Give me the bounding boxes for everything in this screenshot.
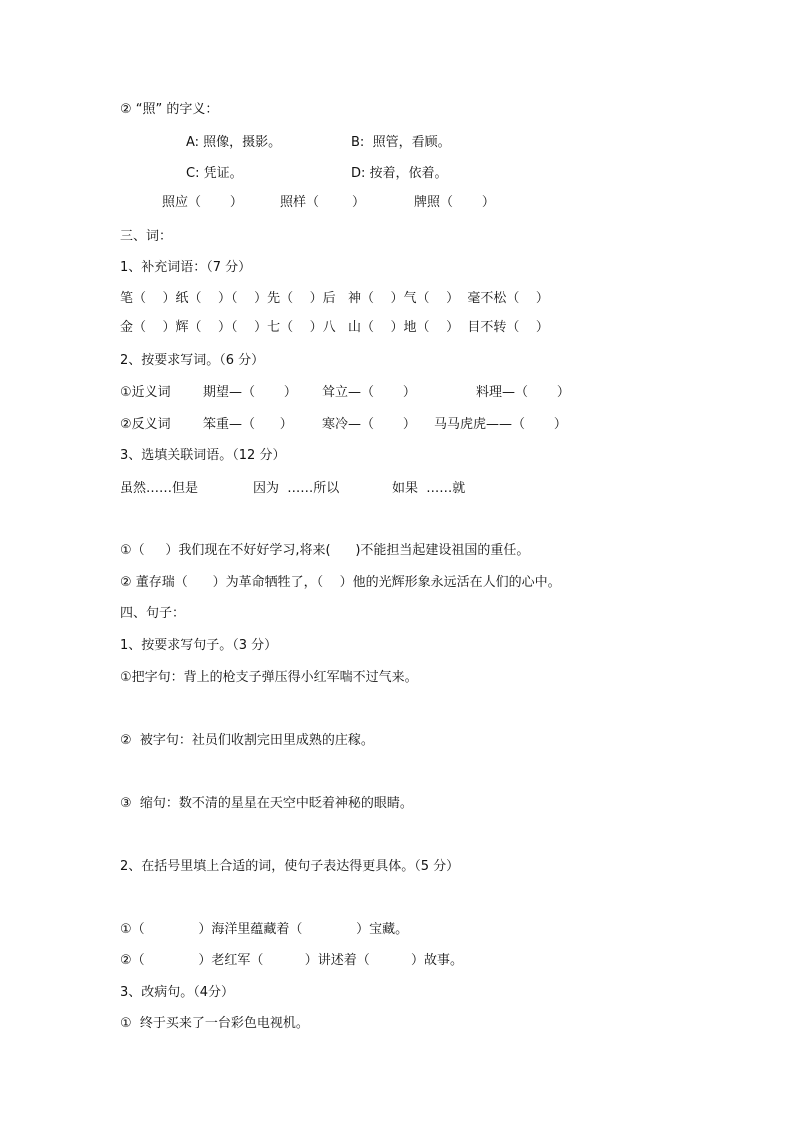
meaning-option-a: A: 照像，摄影。 [186, 135, 282, 150]
conjunction-option-1: 虽然……但是 [120, 481, 199, 496]
shorten-sentence: ③ 缩句：数不清的星星在天空中眨着神秘的眼睛。 [120, 796, 413, 811]
antonym-item-3: 马马虎虎——（ ） [434, 417, 567, 432]
faulty-sentence-1: ① 终于买来了一台彩色电视机。 [120, 1016, 309, 1031]
q3-3-title: 3、选填关联词语。（12 分） [120, 448, 286, 463]
conjunction-option-3: 如果 ……就 [392, 481, 466, 496]
antonym-item-1: 笨重—（ ） [203, 417, 293, 432]
meaning-option-c: C: 凭证。 [186, 166, 243, 181]
section-4-heading: 四、句子： [120, 606, 186, 621]
zhao-answer-1: 照应（ ） [162, 195, 243, 210]
q4-1-title: 1、按要求写句子。（3 分） [120, 638, 278, 653]
synonym-item-1: 期望—（ ） [203, 385, 297, 400]
expand-sentence-2: ②（ ）老红军（ ）讲述着（ ）故事。 [120, 953, 464, 968]
zhao-answer-2: 照样（ ） [280, 195, 366, 210]
antonym-label: ②反义词 [120, 417, 171, 432]
synonym-item-3: 料理—（ ） [476, 385, 570, 400]
ba-sentence: ①把字句：背上的枪支子弹压得小红军喘不过气来。 [120, 670, 418, 685]
section-3-heading: 三、词： [120, 229, 173, 244]
synonym-item-2: 耸立—（ ） [322, 385, 416, 400]
q3-1-row-1: 笔（ ）纸（ ）（ ）先（ ）后 神（ ）气（ ） 毫不松（ ） [120, 291, 549, 306]
expand-sentence-1: ①（ ）海洋里蕴藏着（ ）宝藏。 [120, 922, 409, 937]
q4-2-title: 2、在括号里填上合适的词，使句子表达得更具体。（5 分） [120, 859, 460, 874]
zhao-answer-3: 牌照（ ） [414, 195, 495, 210]
meaning-option-b: B: 照管，看顾。 [351, 135, 451, 150]
q3-2-title: 2、按要求写词。（6 分） [120, 353, 265, 368]
bei-sentence: ② 被字句：社员们收割完田里成熟的庄稼。 [120, 733, 374, 748]
q3-1-title: 1、补充词语：（7 分） [120, 260, 252, 275]
conjunction-sentence-1: ①（ ）我们现在不好好学习,将来( )不能担当起建设祖国的重任。 [120, 543, 530, 558]
synonym-label: ①近义词 [120, 385, 171, 400]
antonym-item-2: 寒冷—（ ） [322, 417, 416, 432]
q4-3-title: 3、改病句。（4分） [120, 985, 235, 1000]
q3-1-row-2: 金（ ）辉（ ）（ ）七（ ）八 山（ ）地（ ） 目不转（ ） [120, 320, 549, 335]
conjunction-sentence-2: ② 董存瑞（ ）为革命牺牲了，（ ）他的光辉形象永远活在人们的心中。 [120, 575, 561, 590]
conjunction-option-2: 因为 ……所以 [253, 481, 340, 496]
meaning-option-d: D: 按着，依着。 [351, 166, 448, 181]
question-zhao-meaning-title: ② “照” 的字义： [120, 102, 219, 117]
